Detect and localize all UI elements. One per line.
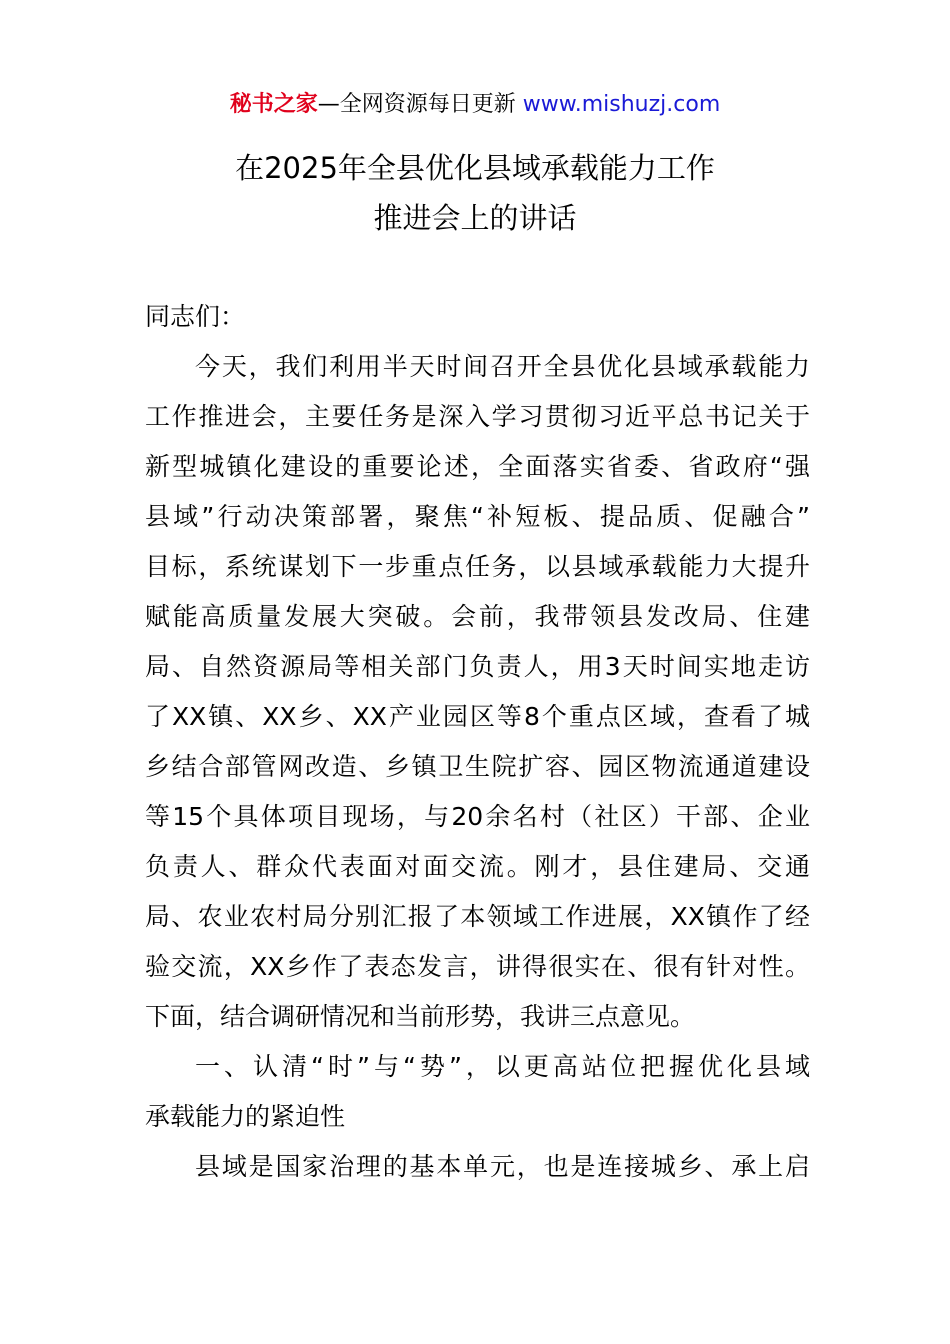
body-line: 验交流，XX乡作了表态发言，讲得很实在、很有针对性。 bbox=[145, 952, 810, 981]
body-line: 乡结合部管网改造、乡镇卫生院扩容、园区物流通道建设 bbox=[145, 752, 810, 781]
body-line: 县域是国家治理的基本单元，也是连接城乡、承上启 bbox=[195, 1152, 810, 1181]
body-line: 目标，系统谋划下一步重点任务，以县域承载能力大提升 bbox=[145, 552, 810, 581]
body-line: 赋能高质量发展大突破。会前，我带领县发改局、住建 bbox=[145, 602, 810, 631]
body-line: 工作推进会，主要任务是深入学习贯彻习近平总书记关于 bbox=[145, 402, 810, 431]
site-url-link[interactable]: www.mishuzj.com bbox=[522, 92, 721, 117]
body-line: 负责人、群众代表面对面交流。刚才，县住建局、交通 bbox=[145, 852, 810, 881]
body-line: 县域”行动决策部署，聚焦“补短板、提品质、促融合” bbox=[145, 502, 810, 531]
body-line: 了XX镇、XX乡、XX产业园区等8个重点区域，查看了城 bbox=[145, 702, 810, 731]
document-body bbox=[145, 292, 810, 1192]
body-line: 今天，我们利用半天时间召开全县优化县域承载能力 bbox=[195, 352, 810, 381]
document-title-line-1: 在2025年全县优化县域承载能力工作 bbox=[235, 151, 715, 185]
body-line: 新型城镇化建设的重要论述，全面落实省委、省政府“强 bbox=[145, 452, 810, 481]
body-line: 局、自然资源局等相关部门负责人，用3天时间实地走访 bbox=[145, 652, 810, 681]
salutation: 同志们： bbox=[145, 302, 246, 331]
section-heading-line-1: 一、认清“时”与“势”，以更高站位把握优化县域 bbox=[195, 1052, 810, 1081]
body-line: 局、农业农村局分别汇报了本领域工作进展，XX镇作了经 bbox=[145, 902, 810, 931]
body-line: 下面，结合调研情况和当前形势，我讲三点意见。 bbox=[145, 1002, 696, 1031]
site-header bbox=[0, 88, 950, 122]
document-title-line-2: 推进会上的讲话 bbox=[373, 201, 577, 235]
body-line: 等15个具体项目现场，与20余名村（社区）干部、企业 bbox=[145, 802, 810, 831]
section-heading-line-2: 承载能力的紧迫性 bbox=[145, 1102, 346, 1131]
brand-name: 秘书之家 bbox=[229, 92, 318, 117]
header-tagline: —全网资源每日更新 bbox=[317, 92, 516, 117]
